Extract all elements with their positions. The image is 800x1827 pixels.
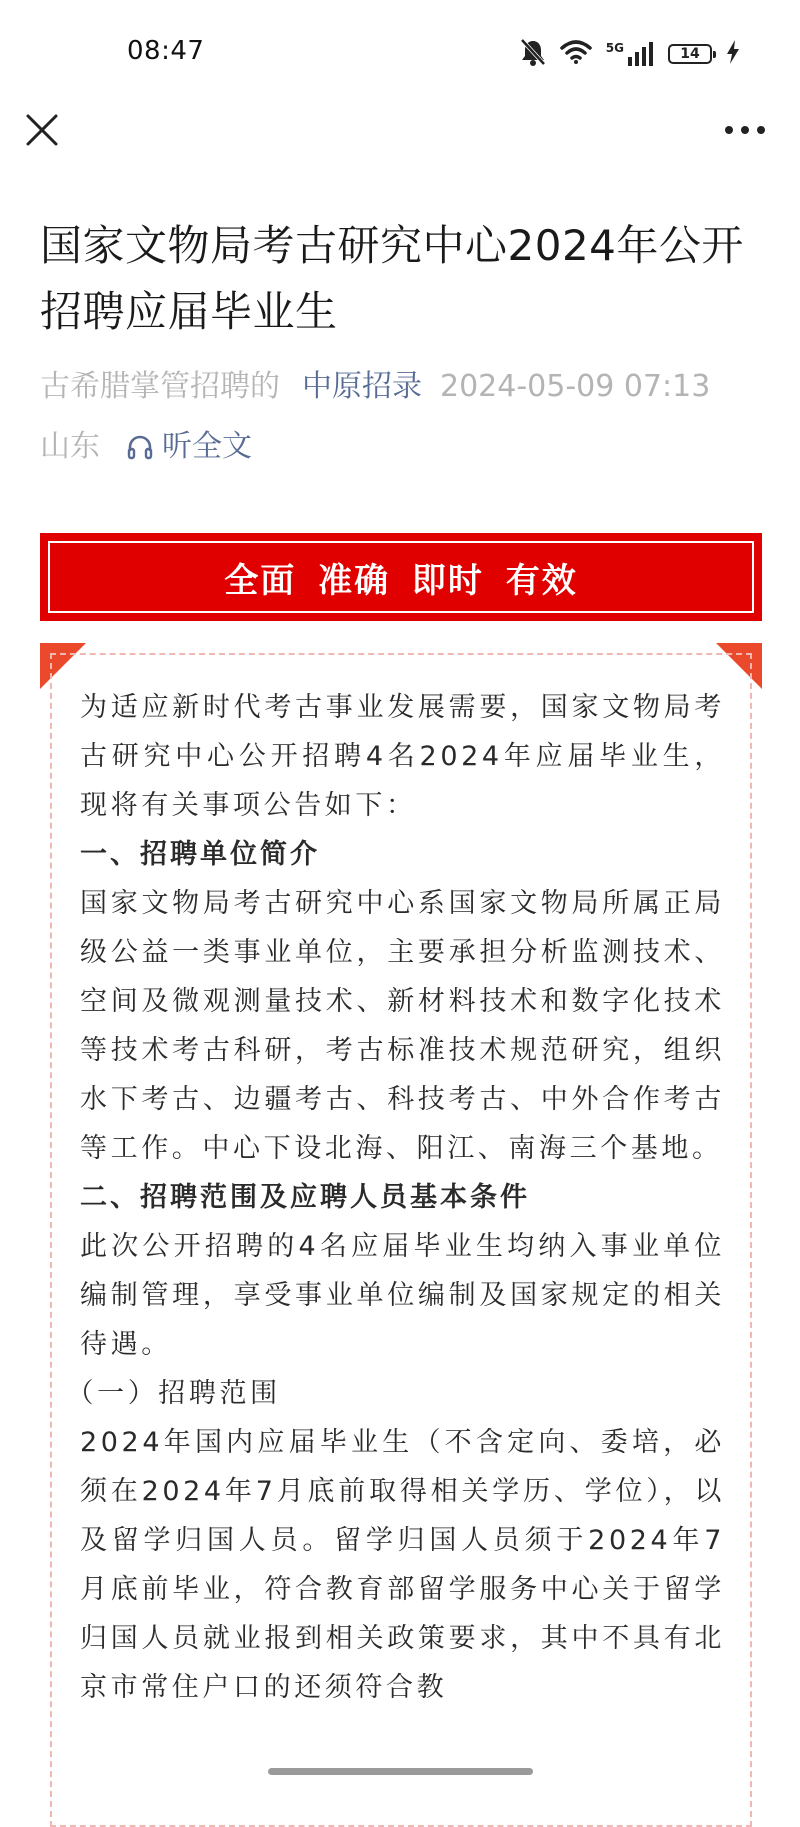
author-name: 古希腊掌管招聘的 [40, 369, 280, 404]
account-link[interactable]: 中原招录 [302, 369, 422, 404]
listen-label: 听全文 [162, 429, 252, 464]
paragraph: 此次公开招聘的4名应届毕业生均纳入事业单位编制管理，享受事业单位编制及国家规定的相关待遇。 [80, 1231, 725, 1360]
article-meta [40, 367, 710, 407]
article-body [66, 683, 725, 1712]
article-meta-secondary [40, 427, 252, 467]
section-heading: 一、招聘单位简介 [80, 839, 320, 870]
charging-icon [726, 40, 740, 68]
cellular-5g-icon [606, 42, 654, 66]
close-button[interactable] [22, 110, 62, 150]
article-content-box [40, 643, 762, 1787]
status-icons [520, 38, 740, 70]
headphones-icon [126, 433, 154, 461]
status-time: 08:47 [127, 36, 205, 66]
mute-icon [520, 38, 546, 70]
home-indicator[interactable] [268, 1768, 533, 1775]
status-bar [0, 0, 800, 100]
wifi-icon [560, 40, 592, 68]
close-icon [22, 110, 62, 150]
banner-text: 全面 准确 即时 有效 [224, 560, 578, 601]
paragraph: 2024年国内应届毕业生（不含定向、委培，必须在2024年7月底前取得相关学历、学位），以及留学归国人员。留学归国人员须于2024年7月底前毕业，符合教育部留学服务中心关于留学归国人员就业报到相关政策要求，其中不具有北京市常住户口的还须符合教 [80, 1427, 725, 1703]
battery-indicator: 14 [668, 44, 712, 64]
article-title: 国家文物局考古研究中心2024年公开招聘应届毕业生 [40, 221, 744, 336]
more-icon [720, 112, 770, 148]
paragraph: 国家文物局考古研究中心系国家文物局所属正局级公益一类事业单位，主要承担分析监测技术、空间及微观测量技术、新材料技术和数字化技术等技术考古科研，考古标准技术规范研究，组织水下考古、边疆考古、科技考古、中外合作考古等工作。中心下设北海、阳江、南海三个基地。 [80, 888, 725, 1164]
slogan-banner [40, 533, 762, 621]
subsection-heading: （一）招聘范围 [66, 1378, 281, 1409]
region-label: 山东 [40, 429, 100, 464]
banner-frame [48, 541, 754, 613]
publish-date: 2024-05-09 07:13 [440, 369, 711, 404]
more-options-button[interactable] [720, 112, 770, 148]
listen-full-text-button[interactable] [126, 427, 252, 467]
section-heading: 二、招聘范围及应聘人员基本条件 [80, 1182, 530, 1213]
network-label: 5G [605, 41, 624, 55]
paragraph-intro: 为适应新时代考古事业发展需要，国家文物局考古研究中心公开招聘4名2024年应届毕业生，现将有关事项公告如下： [80, 692, 725, 821]
